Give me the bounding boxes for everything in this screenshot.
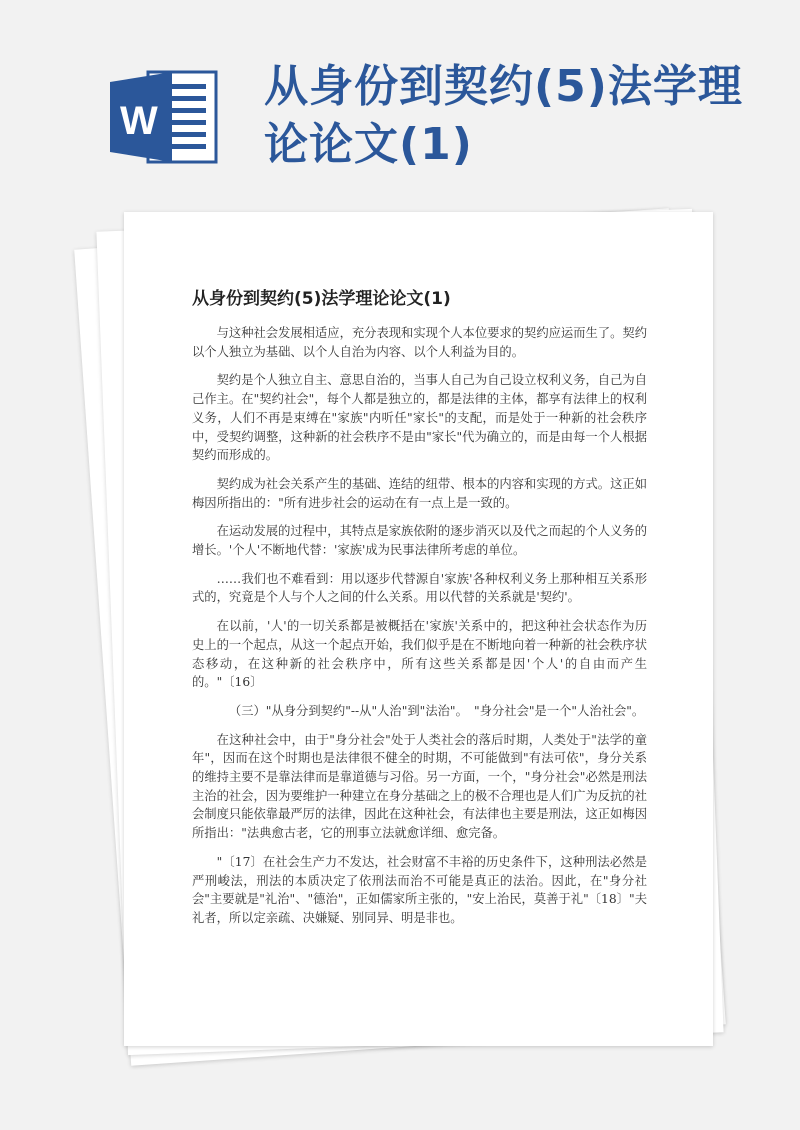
document-body [192, 324, 647, 938]
document-title: 从身份到契约(5)法学理论论文(1) [192, 289, 451, 309]
paragraph: 在以前，'人'的一切关系都是被概括在'家族'关系中的，把这种社会状态作为历史上的一个起点，从这一个起点开始，我们似乎是在不断地向着一种新的社会秩序状态移动，在这种新的社会秩序中，所有这些关系都是因'个人'的自由而产生的。"〔16〕 [192, 619, 647, 690]
paragraph: "〔17〕在社会生产力不发达，社会财富不丰裕的历史条件下，这种刑法必然是严刑峻法，刑法的本质决定了依刑法而治不可能是真正的法治。因此，在"身分社会"主要就是"礼治"、"德治"，正如儒家所主张的，"安上治民，莫善于礼"〔18〕"夫礼者，所以定亲疏、决嫌疑、别同异、明是非也。 [192, 854, 647, 925]
paragraph: （三）"从身分到契约"--从"人治"到"法治"。 "身分社会"是一个"人治社会"。 [228, 703, 645, 718]
paragraph: 契约成为社会关系产生的基础、连结的纽带、根本的内容和实现的方式。这正如梅因所指出的："所有进步社会的运动在有一点上是一致的。 [192, 476, 647, 510]
document-page [124, 212, 713, 1046]
page-title: 从身份到契约(5)法学理论论文(1) [264, 61, 743, 170]
paragraph: 在运动发展的过程中，其特点是家族依附的逐步消灭以及代之而起的个人义务的增长。'个人'不断地代替：'家族'成为民事法律所考虑的单位。 [192, 524, 647, 558]
paragraph: 契约是个人独立自主、意思自治的，当事人自己为自己设立权利义务，自己为自己作主。在"契约社会"，每个人都是独立的，都是法律的主体，都享有法律上的权利义务，人们不再是束缚在"家族"内听任"家长"的支配，而是处于一种新的社会秩序中，受契约调整，这种新的社会秩序不是由"家长"代为确立的，而是由每一个人根据契约而形成的。 [192, 373, 647, 463]
paragraph: 与这种社会发展相适应，充分表现和实现个人本位要求的契约应运而生了。契约以个人独立为基础、以个人自治为内容、以个人利益为目的。 [192, 326, 647, 359]
word-document-icon [110, 68, 218, 166]
svg-text:W: W [120, 99, 158, 143]
paragraph: 在这种社会中，由于"身分社会"处于人类社会的落后时期，人类处于"法学的童年"，因而在这个时期也是法律很不健全的时期，不可能做到"有法可依"，身分关系的维持主要不是靠法律而是靠道德与习俗。另一方面，一个，"身分社会"必然是刑法主治的社会，因为要维护一种建立在身分基础之上的极不合理也是人们广为反抗的社会制度只能依靠最严厉的法律，因此在这种社会，有法律也主要是刑法，这正如梅因所指出："法典愈古老，它的刑事立法就愈详细、愈完备。 [192, 732, 647, 841]
paragraph: ……我们也不难看到：用以逐步代替源自'家族'各种权利义务上那种相互关系形式的，究竟是个人与个人之间的什么关系。用以代替的关系就是'契约'。 [192, 571, 647, 605]
